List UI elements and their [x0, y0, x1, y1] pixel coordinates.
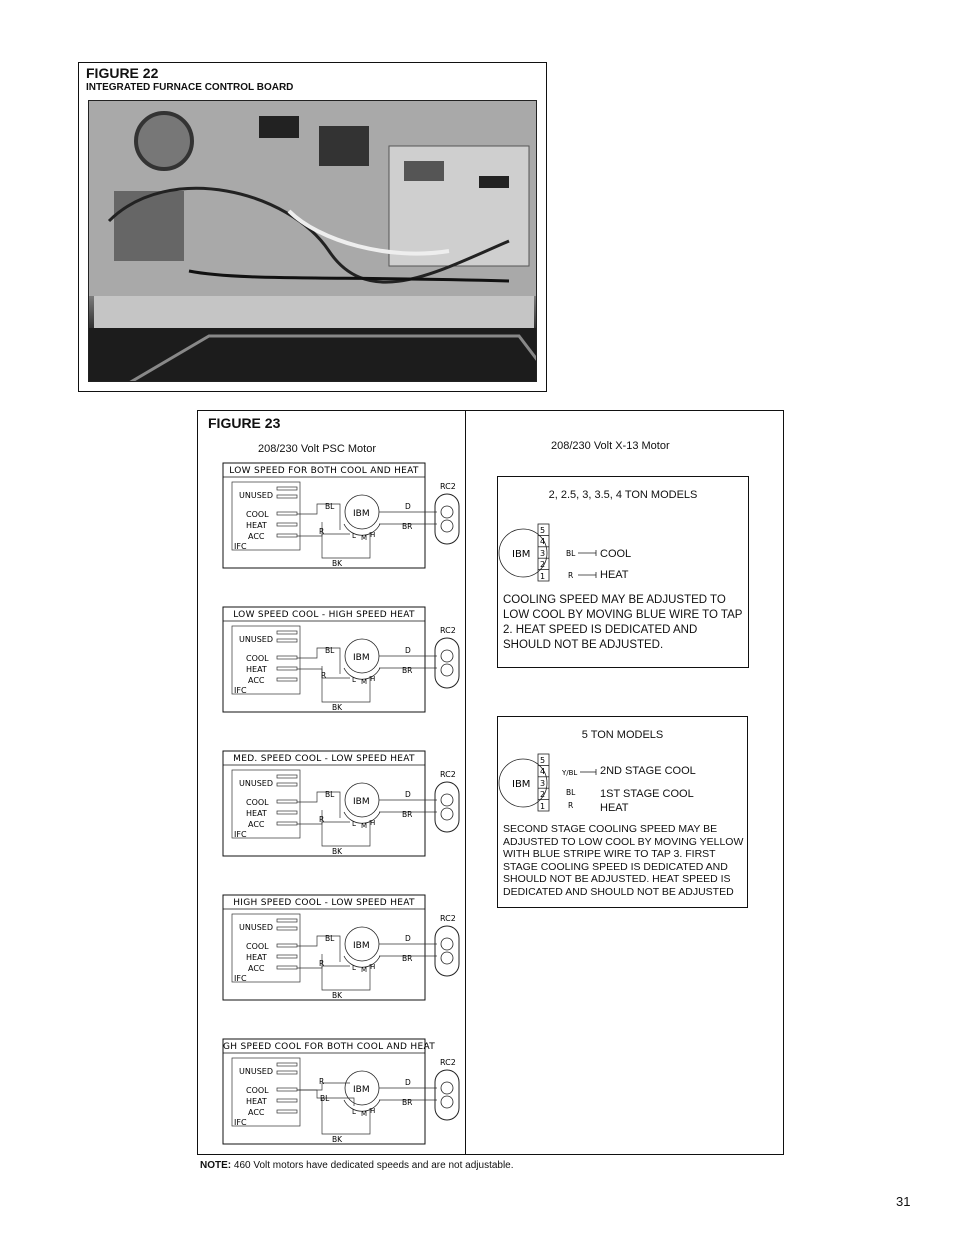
page-number: 31 — [896, 1194, 911, 1209]
psc-motor-m: M — [361, 678, 368, 686]
psc-unused-label: UNUSED — [239, 635, 273, 644]
psc-motor-h: H — [370, 963, 376, 971]
psc-r-label: R — [319, 959, 325, 968]
psc-cool-label: COOL — [246, 942, 269, 951]
psc-motor-l: L — [352, 1108, 356, 1116]
psc-bl-label: BL — [325, 934, 335, 943]
psc-rc2-label: RC2 — [440, 914, 456, 923]
psc-ibm-label: IBM — [353, 941, 370, 951]
x13-box1-heat-label: HEAT — [600, 569, 629, 581]
psc-motor-m: M — [361, 534, 368, 542]
psc-heat-label: HEAT — [246, 1097, 267, 1106]
x13-box2-tap-3: 3 — [540, 779, 546, 788]
psc-cool-label: COOL — [246, 1086, 269, 1095]
x13-box1-title: 2, 2.5, 3, 3.5, 4 TON MODELS — [548, 489, 698, 501]
psc-d-label: D — [405, 790, 411, 799]
psc-acc-label: ACC — [248, 964, 265, 973]
psc-cool-label: COOL — [246, 798, 269, 807]
psc-rc2-label: RC2 — [440, 770, 456, 779]
psc-motor-l: L — [352, 676, 356, 684]
x13-box1-tap-3: 3 — [540, 549, 546, 558]
psc-ibm-label: IBM — [353, 1085, 370, 1095]
psc-br-label: BR — [402, 1098, 413, 1107]
figure-23-divider — [465, 411, 466, 1154]
psc-bl-label: BL — [320, 1094, 330, 1103]
psc-motor-m: M — [361, 822, 368, 830]
psc-unused-label: UNUSED — [239, 1067, 273, 1076]
x13-box2-motor-text: IBM — [512, 779, 531, 790]
psc-br-label: BR — [402, 954, 413, 963]
footnote-label: NOTE: — [200, 1160, 232, 1171]
psc-motor-h: H — [370, 531, 376, 539]
psc-bl-label: BL — [325, 790, 335, 799]
psc-rc2-label: RC2 — [440, 1058, 456, 1067]
psc-ifc-label: IFC — [234, 974, 247, 983]
psc-motor-m: M — [361, 966, 368, 974]
psc-motor-h: H — [370, 819, 376, 827]
psc-diagram-caption: HIGH SPEED COOL FOR BOTH COOL AND HEAT — [222, 1042, 436, 1052]
psc-diagram-5 — [222, 1038, 462, 1146]
x13-box1-motor-text: IBM — [512, 549, 531, 560]
psc-rc2-label: RC2 — [440, 482, 456, 491]
psc-heat-label: HEAT — [246, 665, 267, 674]
psc-cool-label: COOL — [246, 654, 269, 663]
psc-br-label: BR — [402, 810, 413, 819]
psc-motor-m: M — [361, 1110, 368, 1118]
psc-heat-label: HEAT — [246, 809, 267, 818]
psc-bk-label: BK — [332, 1135, 343, 1144]
psc-motor-heading: 208/230 Volt PSC Motor — [258, 443, 377, 455]
psc-acc-label: ACC — [248, 532, 265, 541]
x13-motor-heading: 208/230 Volt X-13 Motor — [551, 440, 670, 452]
psc-diagram-3 — [222, 750, 462, 858]
psc-acc-label: ACC — [248, 1108, 265, 1117]
psc-unused-label: UNUSED — [239, 923, 273, 932]
psc-bk-label: BK — [332, 703, 343, 712]
figure-22-subtitle: INTEGRATED FURNACE CONTROL BOARD — [86, 82, 294, 93]
x13-box2-tap-2: 2 — [540, 790, 546, 799]
x13-box1-tap-4: 4 — [540, 537, 546, 546]
psc-cool-label: COOL — [246, 510, 269, 519]
control-board-photo — [88, 100, 537, 382]
figure-22-title: FIGURE 22 — [86, 65, 159, 81]
psc-d-label: D — [405, 502, 411, 511]
psc-diagram-caption: MED. SPEED COOL - LOW SPEED HEAT — [233, 754, 415, 764]
psc-acc-label: ACC — [248, 676, 265, 685]
x13-box1-tap-5: 5 — [540, 526, 546, 535]
psc-motor-l: L — [352, 532, 356, 540]
x13-box1-cool-label: COOL — [600, 548, 632, 560]
psc-diagram-2 — [222, 606, 462, 714]
figure-23-title: FIGURE 23 — [208, 415, 281, 431]
psc-ibm-label: IBM — [353, 797, 370, 807]
psc-unused-label: UNUSED — [239, 779, 273, 788]
psc-ifc-label: IFC — [234, 1118, 247, 1127]
psc-diagram-caption: HIGH SPEED COOL - LOW SPEED HEAT — [233, 898, 415, 908]
x13-box1-wire-bl: BL — [566, 549, 576, 558]
x13-box-5-ton — [497, 716, 748, 908]
psc-diagram-4 — [222, 894, 462, 1002]
psc-acc-label: ACC — [248, 820, 265, 829]
psc-ifc-label: IFC — [234, 830, 247, 839]
x13-box1-tap-2: 2 — [540, 560, 546, 569]
x13-box2-wire-ybl: Y/BL — [562, 769, 578, 777]
x13-box2-2nd-stage-label: 2ND STAGE COOL — [600, 765, 696, 777]
psc-motor-l: L — [352, 820, 356, 828]
psc-ifc-label: IFC — [234, 686, 247, 695]
psc-bk-label: BK — [332, 991, 343, 1000]
footnote-text: 460 Volt motors have dedicated speeds and are not adjustable. — [231, 1160, 514, 1171]
x13-box1-note: COOLING SPEED MAY BE ADJUSTED TO LOW COOL BY MOVING BLUE WIRE TO TAP 2. HEAT SPEED IS DEDICATED AND SHOULD NOT BE ADJUSTED. — [503, 594, 743, 651]
x13-box2-wire-r: R — [568, 801, 574, 810]
x13-box2-title: 5 TON MODELS — [581, 729, 664, 741]
psc-br-label: BR — [402, 522, 413, 531]
x13-box2-tap-1: 1 — [540, 802, 546, 811]
psc-motor-h: H — [370, 1107, 376, 1115]
psc-d-label: D — [405, 934, 411, 943]
psc-rc2-label: RC2 — [440, 626, 456, 635]
psc-diagram-caption: LOW SPEED FOR BOTH COOL AND HEAT — [229, 466, 419, 476]
x13-box-2-to-4-ton — [497, 476, 749, 668]
psc-unused-label: UNUSED — [239, 491, 273, 500]
psc-motor-h: H — [370, 675, 376, 683]
psc-heat-label: HEAT — [246, 521, 267, 530]
psc-ifc-label: IFC — [234, 542, 247, 551]
psc-heat-label: HEAT — [246, 953, 267, 962]
x13-box2-heat-label: HEAT — [600, 802, 629, 814]
psc-d-label: D — [405, 646, 411, 655]
psc-diagram-1 — [222, 462, 462, 570]
x13-box2-tap-4: 4 — [540, 767, 546, 776]
psc-bk-label: BK — [332, 847, 343, 856]
psc-bl-label: BL — [325, 646, 335, 655]
psc-bk-label: BK — [332, 559, 343, 568]
x13-box2-tap-5: 5 — [540, 756, 546, 765]
psc-r-label: R — [321, 671, 327, 680]
x13-box1-tap-1: 1 — [540, 572, 546, 581]
psc-br-label: BR — [402, 666, 413, 675]
psc-motor-l: L — [352, 964, 356, 972]
x13-box1-wire-r: R — [568, 571, 574, 580]
psc-diagram-caption: LOW SPEED COOL - HIGH SPEED HEAT — [233, 610, 415, 620]
psc-r-label: R — [319, 815, 325, 824]
psc-r-label: R — [319, 1077, 325, 1086]
psc-ibm-label: IBM — [353, 653, 370, 663]
x13-box2-1st-stage-label: 1ST STAGE COOL — [600, 788, 694, 800]
x13-box2-note: SECOND STAGE COOLING SPEED MAY BE ADJUSTED TO LOW COOL BY MOVING YELLOW WITH BLUE STRIPE WIRE TO TAP 3. FIRST STAGE COOLING SPEED IS DEDICATED AND SHOULD NOT BE ADJUSTED. HEAT SPEED IS DEDICATED AND SHOULD NOT BE ADJUSTED — [503, 823, 744, 898]
psc-d-label: D — [405, 1078, 411, 1087]
x13-box2-wire-bl: BL — [566, 788, 576, 797]
psc-r-label: R — [319, 527, 325, 536]
footnote — [200, 1160, 514, 1171]
psc-bl-label: BL — [325, 502, 335, 511]
psc-ibm-label: IBM — [353, 509, 370, 519]
